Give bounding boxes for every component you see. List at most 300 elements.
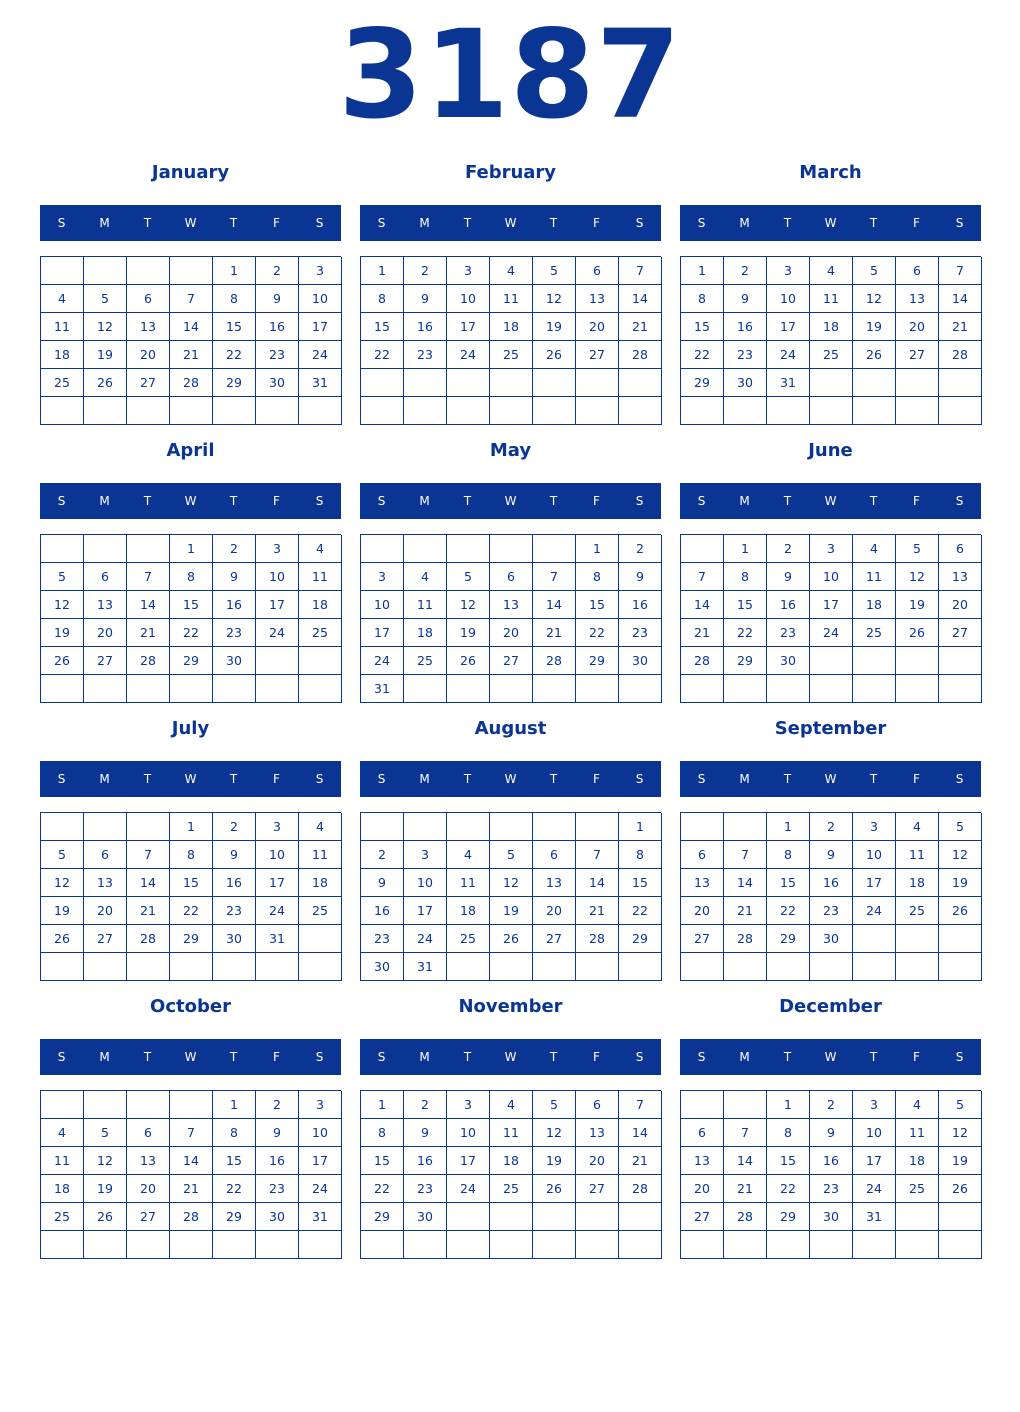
day-cell[interactable]: 25: [896, 897, 939, 925]
day-cell[interactable]: 20: [490, 619, 533, 647]
day-cell[interactable]: 5: [84, 285, 127, 313]
day-cell[interactable]: 21: [170, 1175, 213, 1203]
day-cell[interactable]: 3: [447, 1091, 490, 1119]
day-cell[interactable]: 13: [681, 869, 724, 897]
day-cell[interactable]: 14: [619, 285, 662, 313]
day-cell[interactable]: 5: [533, 1091, 576, 1119]
day-cell[interactable]: 3: [299, 257, 342, 285]
day-cell[interactable]: 22: [170, 897, 213, 925]
day-cell[interactable]: 15: [724, 591, 767, 619]
day-cell[interactable]: 17: [447, 1147, 490, 1175]
day-cell[interactable]: 12: [490, 869, 533, 897]
day-cell[interactable]: 29: [724, 647, 767, 675]
day-cell[interactable]: 1: [170, 813, 213, 841]
day-cell[interactable]: 4: [299, 813, 342, 841]
day-cell[interactable]: 22: [724, 619, 767, 647]
day-cell[interactable]: 19: [533, 1147, 576, 1175]
day-cell[interactable]: 4: [810, 257, 853, 285]
day-cell[interactable]: 15: [681, 313, 724, 341]
day-cell[interactable]: 6: [84, 841, 127, 869]
day-cell[interactable]: 11: [41, 313, 84, 341]
day-cell[interactable]: 18: [490, 1147, 533, 1175]
day-cell[interactable]: 30: [256, 369, 299, 397]
day-cell[interactable]: 19: [896, 591, 939, 619]
day-cell[interactable]: 17: [447, 313, 490, 341]
day-cell[interactable]: 11: [404, 591, 447, 619]
day-cell[interactable]: 8: [170, 841, 213, 869]
day-cell[interactable]: 31: [404, 953, 447, 981]
day-cell[interactable]: 17: [299, 1147, 342, 1175]
day-cell[interactable]: 16: [619, 591, 662, 619]
day-cell[interactable]: 11: [447, 869, 490, 897]
day-cell[interactable]: 23: [404, 1175, 447, 1203]
day-cell[interactable]: 6: [127, 285, 170, 313]
day-cell[interactable]: 9: [361, 869, 404, 897]
day-cell[interactable]: 1: [213, 1091, 256, 1119]
day-cell[interactable]: 17: [256, 869, 299, 897]
day-cell[interactable]: 28: [619, 341, 662, 369]
day-cell[interactable]: 17: [299, 313, 342, 341]
day-cell[interactable]: 28: [533, 647, 576, 675]
day-cell[interactable]: 4: [41, 285, 84, 313]
day-cell[interactable]: 2: [404, 257, 447, 285]
day-cell[interactable]: 5: [939, 1091, 982, 1119]
day-cell[interactable]: 6: [576, 1091, 619, 1119]
day-cell[interactable]: 7: [724, 841, 767, 869]
day-cell[interactable]: 15: [767, 869, 810, 897]
day-cell[interactable]: 15: [213, 313, 256, 341]
day-cell[interactable]: 8: [724, 563, 767, 591]
day-cell[interactable]: 1: [681, 257, 724, 285]
day-cell[interactable]: 4: [299, 535, 342, 563]
day-cell[interactable]: 21: [681, 619, 724, 647]
day-cell[interactable]: 23: [256, 341, 299, 369]
day-cell[interactable]: 27: [127, 369, 170, 397]
day-cell[interactable]: 27: [681, 925, 724, 953]
day-cell[interactable]: 28: [681, 647, 724, 675]
day-cell[interactable]: 23: [361, 925, 404, 953]
day-cell[interactable]: 12: [533, 285, 576, 313]
day-cell[interactable]: 26: [533, 341, 576, 369]
day-cell[interactable]: 5: [41, 841, 84, 869]
day-cell[interactable]: 1: [213, 257, 256, 285]
day-cell[interactable]: 13: [896, 285, 939, 313]
day-cell[interactable]: 15: [170, 869, 213, 897]
day-cell[interactable]: 12: [84, 1147, 127, 1175]
day-cell[interactable]: 5: [490, 841, 533, 869]
day-cell[interactable]: 20: [681, 1175, 724, 1203]
day-cell[interactable]: 7: [533, 563, 576, 591]
day-cell[interactable]: 31: [767, 369, 810, 397]
day-cell[interactable]: 9: [619, 563, 662, 591]
day-cell[interactable]: 20: [84, 897, 127, 925]
day-cell[interactable]: 12: [939, 841, 982, 869]
day-cell[interactable]: 13: [84, 591, 127, 619]
day-cell[interactable]: 1: [576, 535, 619, 563]
day-cell[interactable]: 22: [213, 1175, 256, 1203]
day-cell[interactable]: 22: [619, 897, 662, 925]
day-cell[interactable]: 28: [127, 647, 170, 675]
day-cell[interactable]: 4: [447, 841, 490, 869]
day-cell[interactable]: 15: [619, 869, 662, 897]
day-cell[interactable]: 21: [127, 619, 170, 647]
day-cell[interactable]: 21: [619, 313, 662, 341]
day-cell[interactable]: 22: [767, 897, 810, 925]
day-cell[interactable]: 18: [896, 1147, 939, 1175]
day-cell[interactable]: 11: [41, 1147, 84, 1175]
day-cell[interactable]: 18: [853, 591, 896, 619]
day-cell[interactable]: 30: [404, 1203, 447, 1231]
day-cell[interactable]: 2: [256, 1091, 299, 1119]
day-cell[interactable]: 15: [170, 591, 213, 619]
day-cell[interactable]: 2: [404, 1091, 447, 1119]
day-cell[interactable]: 23: [256, 1175, 299, 1203]
day-cell[interactable]: 8: [767, 1119, 810, 1147]
day-cell[interactable]: 13: [127, 313, 170, 341]
day-cell[interactable]: 31: [256, 925, 299, 953]
day-cell[interactable]: 5: [939, 813, 982, 841]
day-cell[interactable]: 1: [361, 1091, 404, 1119]
day-cell[interactable]: 11: [853, 563, 896, 591]
day-cell[interactable]: 10: [447, 285, 490, 313]
day-cell[interactable]: 22: [576, 619, 619, 647]
day-cell[interactable]: 27: [896, 341, 939, 369]
day-cell[interactable]: 27: [576, 1175, 619, 1203]
day-cell[interactable]: 7: [619, 1091, 662, 1119]
day-cell[interactable]: 17: [404, 897, 447, 925]
day-cell[interactable]: 9: [213, 841, 256, 869]
day-cell[interactable]: 21: [533, 619, 576, 647]
day-cell[interactable]: 10: [299, 285, 342, 313]
day-cell[interactable]: 29: [681, 369, 724, 397]
day-cell[interactable]: 23: [213, 619, 256, 647]
day-cell[interactable]: 7: [939, 257, 982, 285]
day-cell[interactable]: 25: [810, 341, 853, 369]
day-cell[interactable]: 24: [767, 341, 810, 369]
day-cell[interactable]: 30: [810, 1203, 853, 1231]
day-cell[interactable]: 20: [681, 897, 724, 925]
day-cell[interactable]: 3: [853, 813, 896, 841]
day-cell[interactable]: 10: [767, 285, 810, 313]
day-cell[interactable]: 16: [213, 869, 256, 897]
day-cell[interactable]: 18: [299, 591, 342, 619]
day-cell[interactable]: 8: [681, 285, 724, 313]
day-cell[interactable]: 26: [939, 1175, 982, 1203]
day-cell[interactable]: 13: [127, 1147, 170, 1175]
day-cell[interactable]: 15: [213, 1147, 256, 1175]
day-cell[interactable]: 22: [213, 341, 256, 369]
day-cell[interactable]: 17: [256, 591, 299, 619]
day-cell[interactable]: 20: [127, 1175, 170, 1203]
day-cell[interactable]: 18: [810, 313, 853, 341]
day-cell[interactable]: 26: [533, 1175, 576, 1203]
day-cell[interactable]: 14: [170, 313, 213, 341]
day-cell[interactable]: 31: [299, 369, 342, 397]
day-cell[interactable]: 30: [767, 647, 810, 675]
day-cell[interactable]: 30: [256, 1203, 299, 1231]
day-cell[interactable]: 24: [299, 1175, 342, 1203]
day-cell[interactable]: 28: [724, 1203, 767, 1231]
day-cell[interactable]: 22: [681, 341, 724, 369]
day-cell[interactable]: 18: [404, 619, 447, 647]
day-cell[interactable]: 25: [41, 369, 84, 397]
day-cell[interactable]: 20: [576, 313, 619, 341]
day-cell[interactable]: 6: [576, 257, 619, 285]
day-cell[interactable]: 6: [939, 535, 982, 563]
day-cell[interactable]: 5: [896, 535, 939, 563]
day-cell[interactable]: 29: [213, 1203, 256, 1231]
day-cell[interactable]: 26: [447, 647, 490, 675]
day-cell[interactable]: 8: [576, 563, 619, 591]
day-cell[interactable]: 13: [576, 1119, 619, 1147]
day-cell[interactable]: 4: [853, 535, 896, 563]
day-cell[interactable]: 21: [724, 1175, 767, 1203]
day-cell[interactable]: 7: [127, 563, 170, 591]
day-cell[interactable]: 3: [404, 841, 447, 869]
day-cell[interactable]: 24: [256, 619, 299, 647]
day-cell[interactable]: 11: [896, 841, 939, 869]
day-cell[interactable]: 4: [896, 813, 939, 841]
day-cell[interactable]: 8: [361, 285, 404, 313]
day-cell[interactable]: 26: [84, 369, 127, 397]
day-cell[interactable]: 9: [256, 1119, 299, 1147]
day-cell[interactable]: 15: [361, 313, 404, 341]
day-cell[interactable]: 13: [576, 285, 619, 313]
day-cell[interactable]: 3: [256, 813, 299, 841]
day-cell[interactable]: 29: [767, 925, 810, 953]
day-cell[interactable]: 2: [213, 813, 256, 841]
day-cell[interactable]: 28: [619, 1175, 662, 1203]
day-cell[interactable]: 31: [299, 1203, 342, 1231]
day-cell[interactable]: 10: [256, 563, 299, 591]
day-cell[interactable]: 12: [939, 1119, 982, 1147]
day-cell[interactable]: 2: [213, 535, 256, 563]
day-cell[interactable]: 18: [41, 1175, 84, 1203]
day-cell[interactable]: 10: [810, 563, 853, 591]
day-cell[interactable]: 12: [84, 313, 127, 341]
day-cell[interactable]: 10: [299, 1119, 342, 1147]
day-cell[interactable]: 9: [404, 1119, 447, 1147]
day-cell[interactable]: 19: [84, 341, 127, 369]
day-cell[interactable]: 13: [533, 869, 576, 897]
day-cell[interactable]: 2: [810, 813, 853, 841]
day-cell[interactable]: 30: [724, 369, 767, 397]
day-cell[interactable]: 14: [576, 869, 619, 897]
day-cell[interactable]: 8: [170, 563, 213, 591]
day-cell[interactable]: 19: [490, 897, 533, 925]
day-cell[interactable]: 15: [361, 1147, 404, 1175]
day-cell[interactable]: 3: [810, 535, 853, 563]
day-cell[interactable]: 14: [533, 591, 576, 619]
day-cell[interactable]: 4: [404, 563, 447, 591]
day-cell[interactable]: 14: [681, 591, 724, 619]
day-cell[interactable]: 27: [84, 925, 127, 953]
day-cell[interactable]: 14: [127, 869, 170, 897]
day-cell[interactable]: 20: [533, 897, 576, 925]
day-cell[interactable]: 19: [533, 313, 576, 341]
day-cell[interactable]: 24: [299, 341, 342, 369]
day-cell[interactable]: 2: [256, 257, 299, 285]
day-cell[interactable]: 14: [619, 1119, 662, 1147]
day-cell[interactable]: 13: [490, 591, 533, 619]
day-cell[interactable]: 23: [404, 341, 447, 369]
day-cell[interactable]: 22: [361, 341, 404, 369]
day-cell[interactable]: 9: [810, 1119, 853, 1147]
day-cell[interactable]: 1: [767, 1091, 810, 1119]
day-cell[interactable]: 7: [170, 1119, 213, 1147]
day-cell[interactable]: 18: [41, 341, 84, 369]
day-cell[interactable]: 25: [853, 619, 896, 647]
day-cell[interactable]: 7: [681, 563, 724, 591]
day-cell[interactable]: 17: [767, 313, 810, 341]
day-cell[interactable]: 1: [724, 535, 767, 563]
day-cell[interactable]: 24: [361, 647, 404, 675]
day-cell[interactable]: 9: [810, 841, 853, 869]
day-cell[interactable]: 13: [84, 869, 127, 897]
day-cell[interactable]: 10: [853, 841, 896, 869]
day-cell[interactable]: 4: [41, 1119, 84, 1147]
day-cell[interactable]: 25: [299, 897, 342, 925]
day-cell[interactable]: 19: [41, 619, 84, 647]
day-cell[interactable]: 19: [939, 1147, 982, 1175]
day-cell[interactable]: 12: [41, 591, 84, 619]
day-cell[interactable]: 23: [810, 897, 853, 925]
day-cell[interactable]: 6: [896, 257, 939, 285]
day-cell[interactable]: 14: [170, 1147, 213, 1175]
day-cell[interactable]: 28: [127, 925, 170, 953]
day-cell[interactable]: 5: [84, 1119, 127, 1147]
day-cell[interactable]: 16: [361, 897, 404, 925]
day-cell[interactable]: 16: [213, 591, 256, 619]
day-cell[interactable]: 26: [896, 619, 939, 647]
day-cell[interactable]: 22: [767, 1175, 810, 1203]
day-cell[interactable]: 28: [170, 369, 213, 397]
day-cell[interactable]: 29: [213, 369, 256, 397]
day-cell[interactable]: 10: [361, 591, 404, 619]
day-cell[interactable]: 18: [896, 869, 939, 897]
day-cell[interactable]: 18: [447, 897, 490, 925]
day-cell[interactable]: 5: [41, 563, 84, 591]
day-cell[interactable]: 6: [681, 1119, 724, 1147]
day-cell[interactable]: 20: [576, 1147, 619, 1175]
day-cell[interactable]: 13: [681, 1147, 724, 1175]
day-cell[interactable]: 2: [724, 257, 767, 285]
day-cell[interactable]: 13: [939, 563, 982, 591]
day-cell[interactable]: 3: [256, 535, 299, 563]
day-cell[interactable]: 6: [490, 563, 533, 591]
day-cell[interactable]: 5: [533, 257, 576, 285]
day-cell[interactable]: 24: [404, 925, 447, 953]
day-cell[interactable]: 16: [810, 869, 853, 897]
day-cell[interactable]: 4: [896, 1091, 939, 1119]
day-cell[interactable]: 18: [299, 869, 342, 897]
day-cell[interactable]: 16: [810, 1147, 853, 1175]
day-cell[interactable]: 24: [447, 1175, 490, 1203]
day-cell[interactable]: 29: [170, 647, 213, 675]
day-cell[interactable]: 9: [767, 563, 810, 591]
day-cell[interactable]: 16: [404, 1147, 447, 1175]
day-cell[interactable]: 25: [447, 925, 490, 953]
day-cell[interactable]: 12: [447, 591, 490, 619]
day-cell[interactable]: 3: [447, 257, 490, 285]
day-cell[interactable]: 15: [767, 1147, 810, 1175]
day-cell[interactable]: 2: [810, 1091, 853, 1119]
day-cell[interactable]: 10: [853, 1119, 896, 1147]
day-cell[interactable]: 7: [170, 285, 213, 313]
day-cell[interactable]: 30: [810, 925, 853, 953]
day-cell[interactable]: 3: [299, 1091, 342, 1119]
day-cell[interactable]: 26: [853, 341, 896, 369]
day-cell[interactable]: 22: [361, 1175, 404, 1203]
day-cell[interactable]: 19: [447, 619, 490, 647]
day-cell[interactable]: 21: [127, 897, 170, 925]
day-cell[interactable]: 26: [84, 1203, 127, 1231]
day-cell[interactable]: 28: [576, 925, 619, 953]
day-cell[interactable]: 20: [127, 341, 170, 369]
day-cell[interactable]: 2: [767, 535, 810, 563]
day-cell[interactable]: 27: [576, 341, 619, 369]
day-cell[interactable]: 12: [853, 285, 896, 313]
day-cell[interactable]: 21: [170, 341, 213, 369]
day-cell[interactable]: 17: [361, 619, 404, 647]
day-cell[interactable]: 9: [213, 563, 256, 591]
day-cell[interactable]: 11: [490, 285, 533, 313]
day-cell[interactable]: 30: [361, 953, 404, 981]
day-cell[interactable]: 5: [853, 257, 896, 285]
day-cell[interactable]: 17: [853, 869, 896, 897]
day-cell[interactable]: 8: [619, 841, 662, 869]
day-cell[interactable]: 7: [619, 257, 662, 285]
day-cell[interactable]: 25: [490, 341, 533, 369]
day-cell[interactable]: 22: [170, 619, 213, 647]
day-cell[interactable]: 14: [127, 591, 170, 619]
day-cell[interactable]: 29: [361, 1203, 404, 1231]
day-cell[interactable]: 9: [256, 285, 299, 313]
day-cell[interactable]: 14: [724, 1147, 767, 1175]
day-cell[interactable]: 11: [490, 1119, 533, 1147]
day-cell[interactable]: 1: [767, 813, 810, 841]
day-cell[interactable]: 31: [853, 1203, 896, 1231]
day-cell[interactable]: 30: [619, 647, 662, 675]
day-cell[interactable]: 16: [256, 1147, 299, 1175]
day-cell[interactable]: 10: [256, 841, 299, 869]
day-cell[interactable]: 23: [767, 619, 810, 647]
day-cell[interactable]: 9: [724, 285, 767, 313]
day-cell[interactable]: 20: [896, 313, 939, 341]
day-cell[interactable]: 25: [490, 1175, 533, 1203]
day-cell[interactable]: 17: [853, 1147, 896, 1175]
day-cell[interactable]: 8: [213, 1119, 256, 1147]
day-cell[interactable]: 4: [490, 257, 533, 285]
day-cell[interactable]: 10: [447, 1119, 490, 1147]
day-cell[interactable]: 7: [724, 1119, 767, 1147]
day-cell[interactable]: 16: [404, 313, 447, 341]
day-cell[interactable]: 8: [767, 841, 810, 869]
day-cell[interactable]: 27: [490, 647, 533, 675]
day-cell[interactable]: 26: [41, 647, 84, 675]
day-cell[interactable]: 25: [41, 1203, 84, 1231]
day-cell[interactable]: 29: [170, 925, 213, 953]
day-cell[interactable]: 30: [213, 647, 256, 675]
day-cell[interactable]: 1: [619, 813, 662, 841]
day-cell[interactable]: 21: [939, 313, 982, 341]
day-cell[interactable]: 23: [724, 341, 767, 369]
day-cell[interactable]: 24: [853, 1175, 896, 1203]
day-cell[interactable]: 14: [939, 285, 982, 313]
day-cell[interactable]: 4: [490, 1091, 533, 1119]
day-cell[interactable]: 3: [767, 257, 810, 285]
day-cell[interactable]: 28: [724, 925, 767, 953]
